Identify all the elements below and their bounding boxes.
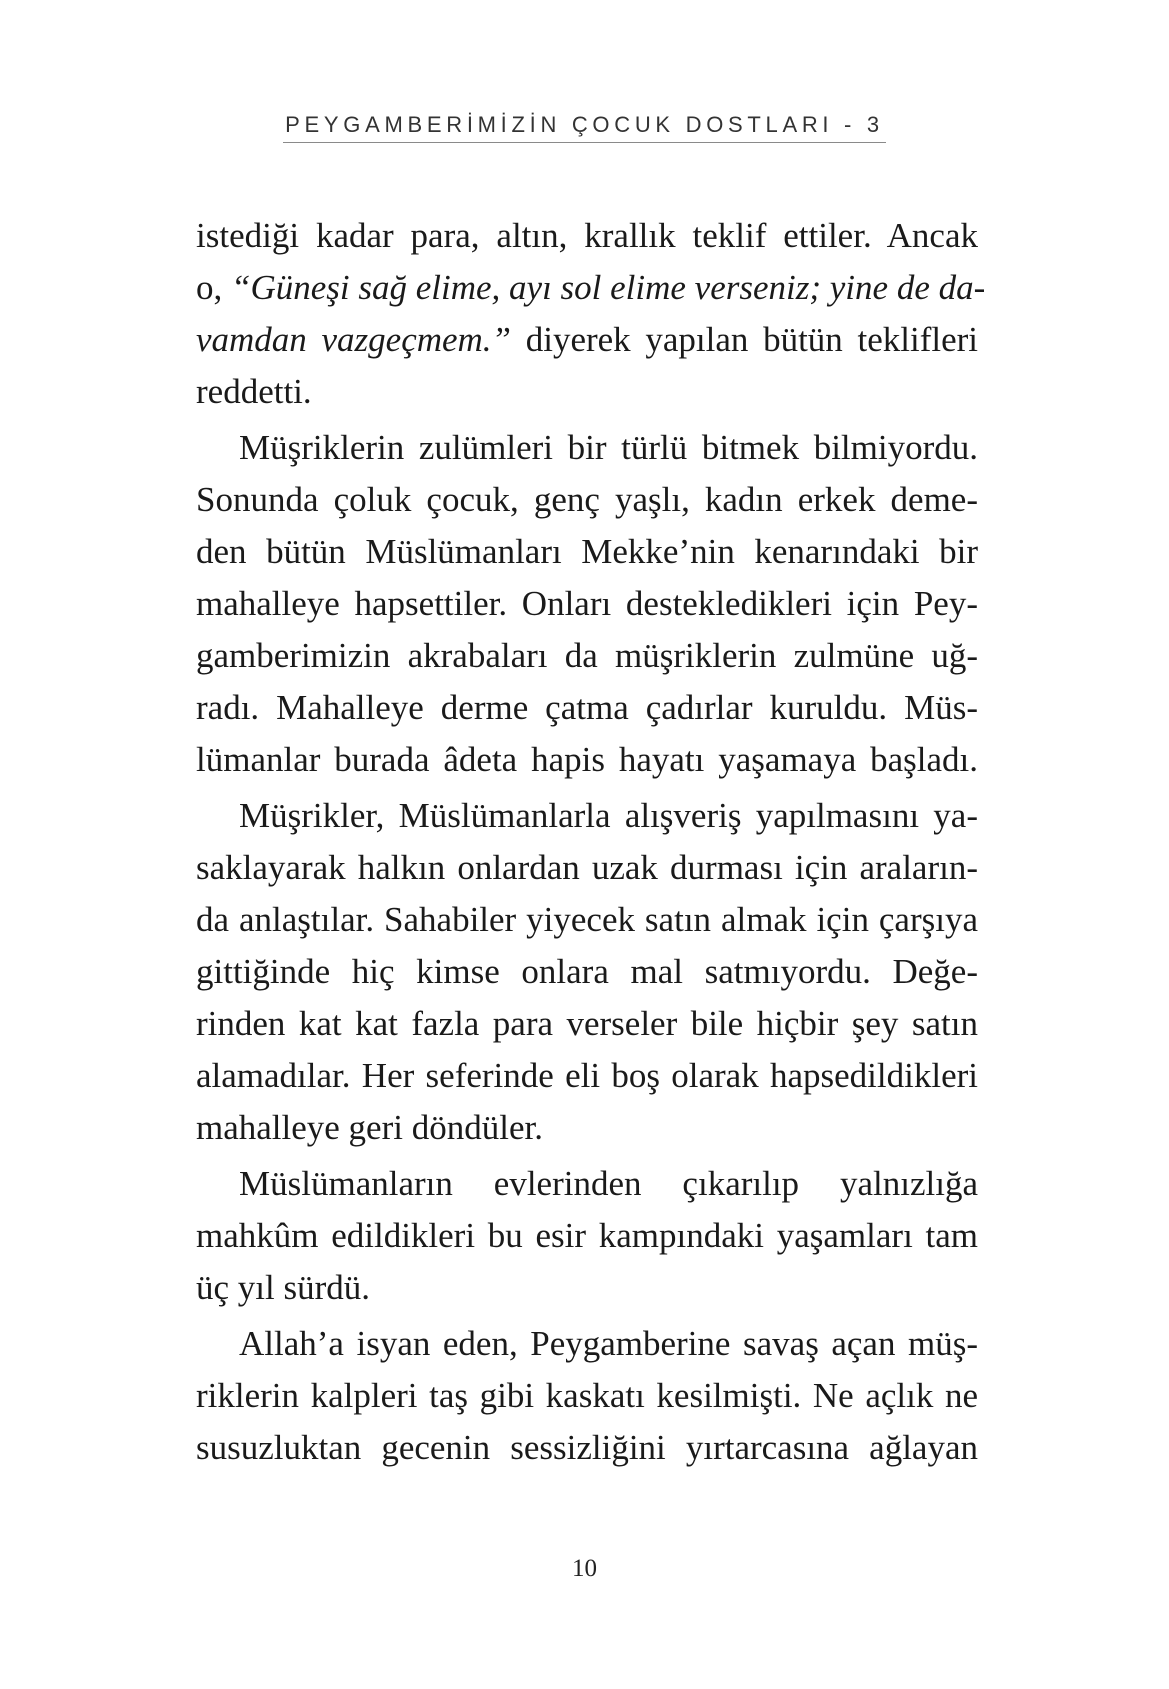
running-header — [0, 112, 1169, 143]
text-line: reddetti. — [196, 372, 312, 411]
text-line — [196, 314, 978, 366]
text-line: da anlaştılar. Sahabiler yiyecek satın almak için çarşıya — [196, 900, 978, 939]
text-line: lümanlar burada âdeta hapis hayatı yaşamaya başladı. — [196, 740, 978, 779]
text-line: Müşriklerin zulümleri bir türlü bitmek bilmiyordu. — [239, 428, 978, 467]
text-line: riklerin kalpleri taş gibi kaskatı kesilmişti. Ne açlık ne — [196, 1376, 978, 1415]
text-line: rinden kat kat fazla para verseler bile hiçbir şey satın — [196, 1004, 978, 1043]
paragraph-3 — [196, 790, 978, 1154]
paragraph-1 — [196, 210, 986, 418]
text-line: saklayarak halkın onlardan uzak durması için araların- — [196, 848, 978, 887]
text-line: mahalleye hapsettiler. Onları destekledikleri için Pey- — [196, 584, 978, 623]
text-line: susuzluktan gecenin sessizliğini yırtarcasına ağlayan — [196, 1428, 978, 1467]
text-line: den bütün Müslümanları Mekke’nin kenarındaki bir — [196, 532, 978, 571]
text-line: mahkûm edildikleri bu esir kampındaki yaşamları tam — [196, 1216, 978, 1255]
text-line: radı. Mahalleye derme çatma çadırlar kuruldu. Müs- — [196, 688, 978, 727]
line-plain-segment: diyerek yapılan bütün teklifleri — [511, 320, 978, 359]
text-line: mahalleye geri döndüler. — [196, 1108, 543, 1147]
text-line: gittiğinde hiç kimse onlara mal satmıyordu. Değe- — [196, 952, 978, 991]
paragraph-4 — [196, 1158, 978, 1314]
paragraph-2 — [196, 422, 978, 786]
text-line: Müşrikler, Müslümanlarla alışveriş yapılmasını ya- — [239, 796, 978, 835]
text-line: alamadılar. Her seferinde eli boş olarak hapsedildikleri — [196, 1056, 978, 1095]
text-line: üç yıl sürdü. — [196, 1268, 371, 1307]
text-line: istediği kadar para, altın, krallık teklif ettiler. Ancak — [196, 216, 978, 255]
text-line — [196, 262, 986, 314]
line-plain-segment: o, — [196, 268, 231, 307]
paragraph-5 — [196, 1318, 978, 1474]
quote-segment: vamdan vazgeçmem.” — [196, 320, 512, 359]
text-line: Sonunda çoluk çocuk, genç yaşlı, kadın erkek deme- — [196, 480, 978, 519]
text-line: Allah’a isyan eden, Peygamberine savaş açan müş- — [239, 1324, 978, 1363]
quote-segment: “Güneşi sağ elime, ayı sol elime verseniz; yine de da- — [231, 268, 986, 307]
page-body — [196, 210, 986, 1474]
text-line: Müslümanların evlerinden çıkarılıp yalnızlığa — [239, 1164, 978, 1203]
page-number: 10 — [572, 1555, 597, 1582]
running-title: PEYGAMBERİMİZİN ÇOCUK DOSTLARI - 3 — [283, 112, 886, 143]
text-line: gamberimizin akrabaları da müşriklerin zulmüne uğ- — [196, 636, 978, 675]
